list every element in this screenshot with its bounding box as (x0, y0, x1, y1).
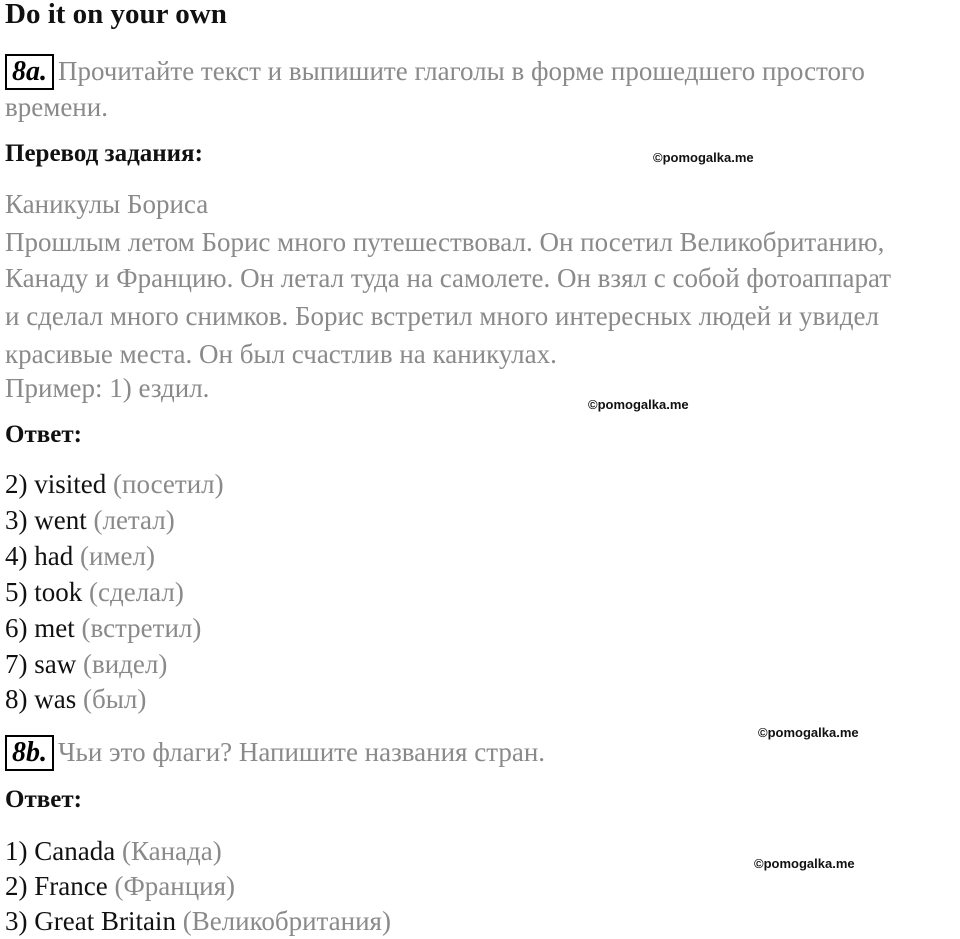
story-line: Прошлым летом Борис много путешествовал. Он посетил Великобританию, (5, 227, 885, 257)
answer-item: 8) was (был) (5, 684, 147, 714)
answer-item: 4) had (имел) (5, 541, 155, 571)
watermark: ©pomogalka.me (653, 150, 754, 165)
task-8a-text-line2: времени. (5, 92, 108, 122)
story-title: Каникулы Бориса (5, 189, 209, 219)
story-line: Канаду и Францию. Он летал туда на самолете. Он взял с собой фотоаппарат (5, 263, 892, 293)
answer-item: 5) took (сделал) (5, 577, 184, 607)
answer-item: 6) met (встретил) (5, 613, 202, 643)
translation-heading: Перевод задания: (5, 140, 203, 167)
answer-heading: Ответ: (5, 421, 82, 448)
story-line: красивые места. Он был счастлив на каникулах. (5, 339, 557, 369)
answer-item: 2) France (Франция) (5, 871, 236, 901)
task-8a (5, 52, 865, 90)
answer-item: 1) Canada (Канада) (5, 836, 222, 866)
task-8b-text: Чьи это флаги? Напишите названия стран. (58, 737, 546, 767)
watermark: ©pomogalka.me (758, 725, 859, 740)
task-8a-text-line1: Прочитайте текст и выпишите глаголы в форме прошедшего простого (58, 56, 865, 86)
story-line: и сделал много снимков. Борис встретил много интересных людей и увидел (5, 301, 879, 331)
watermark: ©pomogalka.me (754, 856, 855, 871)
page-title: Do it on your own (5, 0, 227, 30)
answer-item: 2) visited (посетил) (5, 469, 224, 499)
task-8a-badge: 8a. (5, 54, 54, 90)
task-8b (5, 733, 545, 771)
answer-item: 3) went (летал) (5, 505, 175, 535)
answer-item: 7) saw (видел) (5, 649, 168, 679)
task-8b-badge: 8b. (5, 735, 54, 771)
answer-item: 3) Great Britain (Великобритания) (5, 906, 391, 936)
answer-heading-8b: Ответ: (5, 786, 82, 813)
watermark: ©pomogalka.me (588, 397, 689, 412)
story-example: Пример: 1) ездил. (5, 373, 210, 403)
